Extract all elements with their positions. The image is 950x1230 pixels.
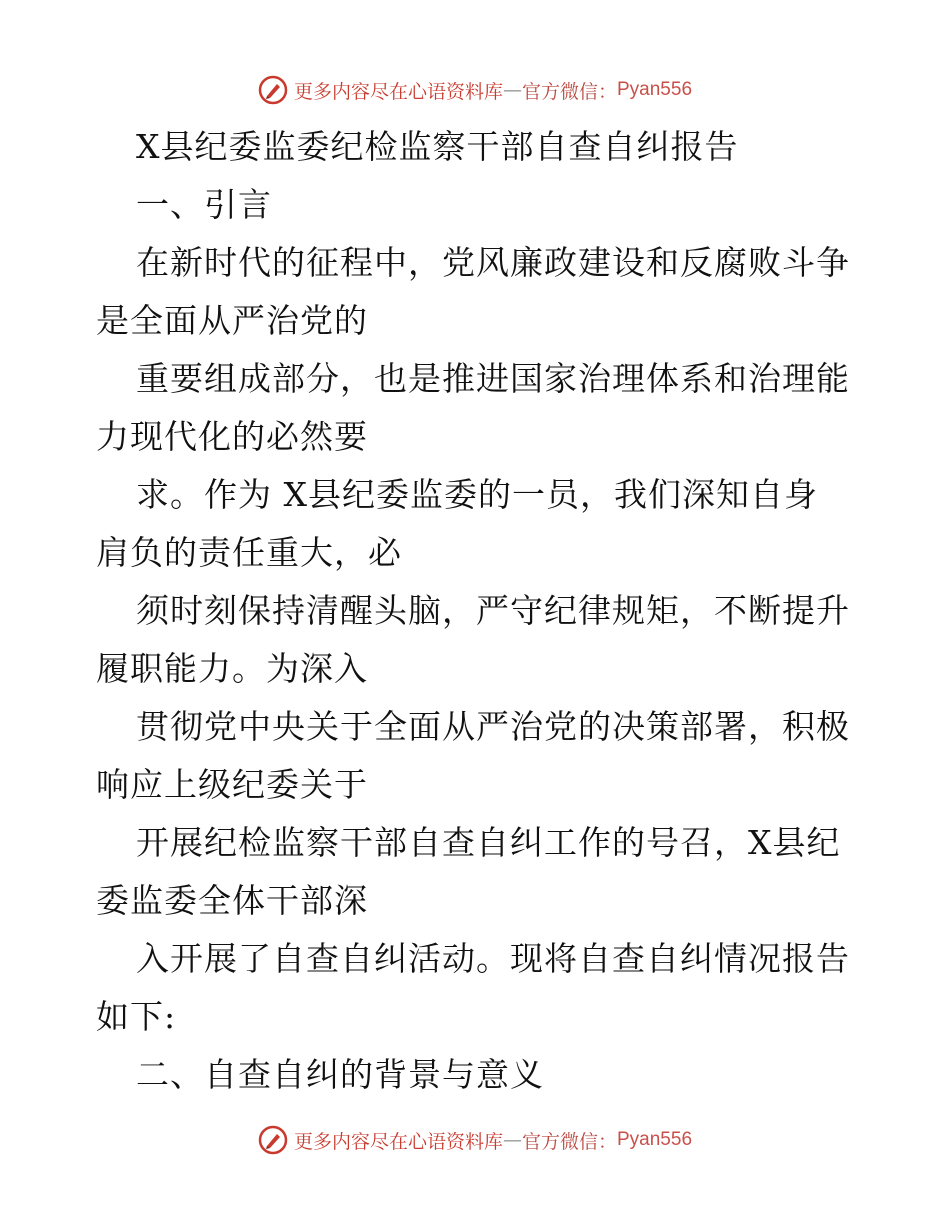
watermark-brand-text: 更多内容尽在心语资料库 bbox=[293, 80, 503, 103]
paragraph-line: 须时刻保持清醒头脑，严守纪律规矩，不断提升 bbox=[136, 591, 850, 630]
paragraph-line: 求。作为 X县纪委监委的一员，我们深知自身 bbox=[136, 475, 818, 514]
paragraph-line: 贯彻党中央关于全面从严治党的决策部署，积极 bbox=[136, 707, 850, 746]
paragraph-line: 入开展了自查自纠活动。现将自查自纠情况报告 bbox=[136, 939, 850, 978]
paragraph-line: 响应上级纪委关于 bbox=[96, 765, 368, 804]
paragraph-line: 履职能力。为深入 bbox=[96, 649, 368, 688]
paragraph-line: 委监委全体干部深 bbox=[96, 881, 368, 920]
paragraph-line: 是全面从严治党的 bbox=[96, 301, 368, 340]
watermark-dash: — bbox=[502, 1129, 522, 1151]
section-heading-background: 二、自查自纠的背景与意义 bbox=[136, 1055, 544, 1094]
pen-logo-icon bbox=[258, 75, 288, 105]
paragraph-line: 在新时代的征程中，党风廉政建设和反腐败斗争 bbox=[136, 243, 850, 282]
watermark-contact-id: Pyan556 bbox=[617, 79, 693, 100]
watermark-dash: — bbox=[502, 79, 522, 101]
document-body bbox=[96, 118, 856, 1104]
paragraph-line: 开展纪检监察干部自查自纠工作的号召，X县纪 bbox=[136, 823, 841, 862]
watermark-contact-label: 官方微信： bbox=[521, 1130, 617, 1153]
paragraph-line: 重要组成部分，也是推进国家治理体系和治理能 bbox=[136, 359, 850, 398]
pen-logo-icon bbox=[258, 1125, 288, 1155]
paragraph-line: 如下: bbox=[96, 997, 177, 1036]
paragraph-line: 力现代化的必然要 bbox=[96, 417, 368, 456]
header-watermark bbox=[0, 72, 950, 108]
watermark-contact-id: Pyan556 bbox=[617, 1129, 693, 1150]
footer-watermark bbox=[0, 1122, 950, 1158]
document-title: X县纪委监委纪检监察干部自查自纠报告 bbox=[136, 127, 739, 166]
watermark-brand-text: 更多内容尽在心语资料库 bbox=[293, 1130, 503, 1153]
watermark-contact-label: 官方微信： bbox=[521, 80, 617, 103]
section-heading-introduction: 一、引言 bbox=[136, 185, 272, 224]
paragraph-line: 肩负的责任重大，必 bbox=[96, 533, 402, 572]
